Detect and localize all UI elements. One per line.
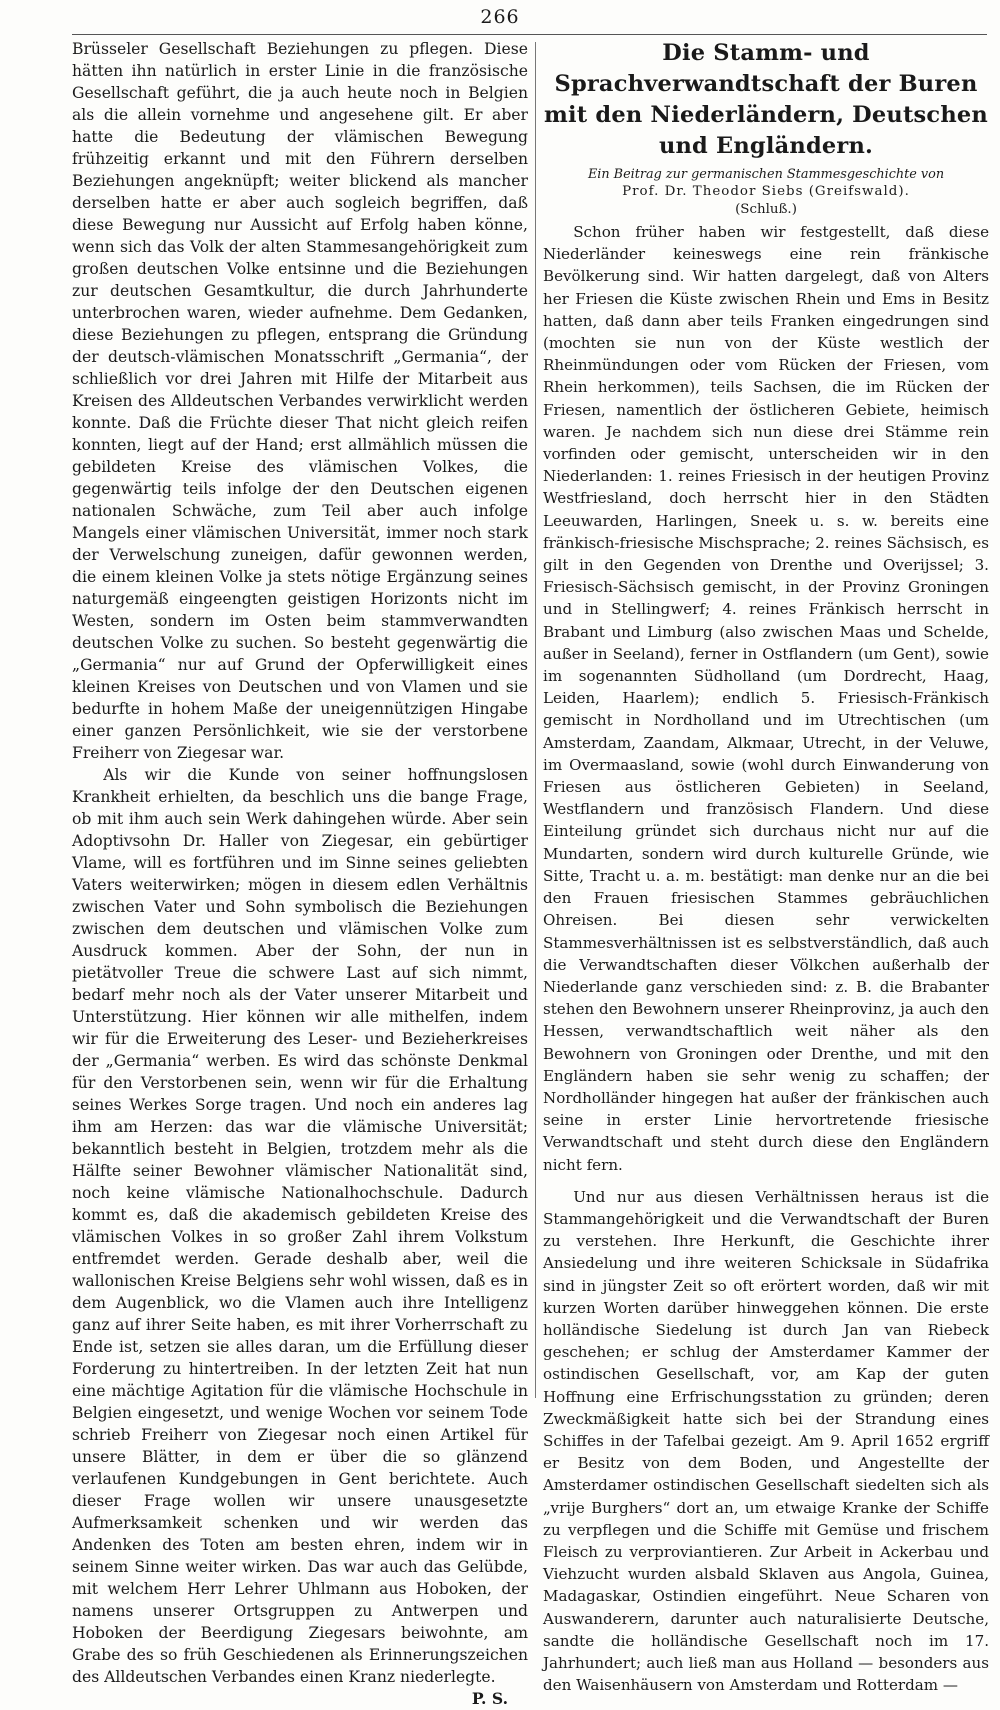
right-column [543, 38, 989, 1695]
signature: P. S. [471, 1689, 508, 1708]
right-paragraph-1: Schon früher haben wir festgestellt, daß diese Niederländer keineswegs eine rein fränkische Bevölkerung sind. Wir hatten dargelegt, daß von Alters her Friesen die Küste zwischen Rhein und Ems in Besitz hatten, daß dann aber teils Franken eingedrungen sind (mochten sie nun von der Küste westlich der Rheinmündungen oder vom Rücken der Friesen, vom Rhein herkommen), teils Sachsen, die im Rücken der Friesen, namentlich der östlicheren Gebiete, heimisch waren. Je nachdem sich nun diese drei Stämme rein vorfinden oder gemischt, unterscheiden wir in den Niederlanden: 1. reines Friesisch in der heutigen Provinz Westfriesland, doch herrscht hier in den Städten Leeuwarden, Harlingen, Sneek u. s. w. bereits eine fränkisch-friesische Mischsprache; 2. reines Sächsisch, es gilt in den Gegenden von Drenthe und Overijssel; 3. Friesisch-Sächsisch gemischt, in der Provinz Groningen und in Stellingwerf; 4. reines Fränkisch herrscht in Brabant und Limburg (also zwischen Maas und Schelde, außer in Seeland), ferner in Ostflandern (um Gent), sowie im sogenannten Südholland (um Dordrecht, Haag, Leiden, Haarlem); endlich 5. Friesisch-Fränkisch gemischt in Nordholland und im Utrechtischen (um Amsterdam, Zaandam, Alkmaar, Utrecht, in der Veluwe, im Overmaasland, sowie (wohl durch Einwanderung von Friesen aus östlicheren Gebieten) in Seeland, Westflandern und französisch Flandern. Und diese Einteilung gründet sich durchaus nicht nur auf die Mundarten, sondern wird durch kulturelle Gründe, wie Sitte, Tracht u. a. m. bestätigt: man denke nur an die bei den Frauen friesischen Stammes gebräuchlichen Ohreisen. Bei diesen sehr verwickelten Stammesverhältnissen ist es selbstverständlich, daß auch die Verwandtschaften dieser Völkchen außerhalb der Niederlande ganz verschieden sind: z. B. die Brabanter stehen den Bewohnern unserer Rheinprovinz, ja auch den Hessen, verwandtschaftlich weit näher als den Bewohnern von Groningen oder Drenthe, und mit den Engländern haben sie sehr wenig zu schaffen; der Nordholländer hingegen hat außer der fränkischen auch seine in erster Linie hervortretende friesische Verwandtschaft und steht durch diese den Engländern nicht fern. [543, 223, 989, 1174]
page-number: 266 [480, 6, 520, 28]
article-subtitle: Ein Beitrag zur germanischen Stammesgeschichte von [587, 167, 945, 182]
left-column [72, 38, 528, 1708]
article-continuation-note: (Schluß.) [735, 202, 797, 217]
column-divider [535, 42, 536, 1398]
article-title: Die Stamm- und Sprachverwandtschaft der Buren mit den Niederländern, Deutschen und Engländern. [544, 40, 988, 159]
signature-line [72, 1688, 528, 1710]
article-author: Prof. Dr. Theodor Siebs (Greifswald). [622, 184, 910, 199]
left-paragraph-2: Als wir die Kunde von seiner hoffnungslosen Krankheit erhielten, da beschlich uns die bange Frage, ob mit ihm auch sein Werk dahingehen würde. Aber sein Adoptivsohn Dr. Haller von Ziegesar, ein gebürtiger Vlame, will es fortführen und im Sinne seines geliebten Vaters weiterwirken; mögen in diesem edlen Verhältnis zwischen Vater und Sohn symbolisch die Beziehungen zwischen dem deutschen und vlämischen Volke zum Ausdruck kommen. Aber der Sohn, der nun in pietätvoller Treue die schwere Last auf sich nimmt, bedarf mehr noch als der Vater unserer Mitarbeit und Unterstützung. Hier können wir alle mithelfen, indem wir für die Erweiterung des Leser- und Bezieherkreises der „Germania“ werben. Es wird das schönste Denkmal für den Verstorbenen sein, wenn wir für die Erhaltung seines Werkes Sorge tragen. Und noch ein anderes lag ihm am Herzen: das war die vlämische Universität; bekanntlich besteht in Belgien, trotzdem mehr als die Hälfte seiner Bewohner vlämischer Nationalität sind, noch keine vlämische Nationalhochschule. Dadurch kommt es, daß die akademisch gebildeten Kreise des vlämischen Volkes in so großer Zahl ihrem Volkstum entfremdet werden. Gerade deshalb aber, weil die wallonischen Kreise Belgiens sehr wohl wissen, daß es in dem Augenblick, wo die Vlamen auch ihre Intelligenz ganz auf ihrer Seite haben, es mit ihrer Vorherrschaft zu Ende ist, setzen sie alles daran, um die Erfüllung dieser Forderung zu hintertreiben. In der letzten Zeit hat nun eine mächtige Agitation für die vlämische Hochschule in Belgien eingesetzt, und wenige Wochen vor seinem Tode schrieb Freiherr von Ziegesar noch einen Artikel für unsere Blätter, in dem er über die so glänzend verlaufenen Kundgebungen in Gent berichtete. Auch dieser Frage wollen wir unsere unausgesetzte Aufmerksamkeit schenken und wir werden das Andenken des Toten am besten ehren, indem wir in seinem Sinne weiter wirken. Das war auch das Gelübde, mit welchem Herr Lehrer Uhlmann aus Hoboken, der namens unserer Ortsgruppen zu Antwerpen und Hoboken der Beerdigung Ziegesars beiwohnte, am Grabe des so früh Geschiedenen als Erinnerungszeichen des Alldeutschen Verbandes einen Kranz niederlegte. [72, 766, 528, 1686]
paragraph-gap [543, 1176, 989, 1186]
left-paragraph-1: Brüsseler Gesellschaft Beziehungen zu pflegen. Diese hätten ihn natürlich in erster Linie in die französische Gesellschaft geführt, die ja auch heute noch in Belgien als die allein vornehme und angesehene gilt. Er aber hatte die Bedeutung der vlämischen Bewegung frühzeitig erkannt und mit den Führern derselben Beziehungen angeknüpft; weiter blickend als mancher derselben hatte er aber auch sogleich begriffen, daß diese Bewegung nur Aussicht auf Erfolg haben könne, wenn sich das Volk der alten Stammesangehörigkeit zum großen deutschen Volke entsinne und die Beziehungen zur deutschen Gesamtkultur, die durch Jahrhunderte unterbrochen waren, wieder aufnehme. Dem Gedanken, diese Beziehungen zu pflegen, entsprang die Gründung der deutsch-vlämischen Monatsschrift „Germania“, der schließlich vor drei Jahren mit Hilfe der Mitarbeit aus Kreisen des Alldeutschen Verbandes verwirklicht werden konnte. Daß die Früchte dieser That nicht gleich reifen konnten, liegt auf der Hand; erst allmählich müssen die gebildeten Kreise des vlämischen Volkes, die gegenwärtig teils infolge der den Deutschen eigenen nationalen Schwäche, zum Teil aber auch infolge Mangels einer vlämischen Universität, immer noch stark der Verwelschung zuneigen, dafür gewonnen werden, die einem kleinen Volke ja stets nötige Ergänzung seines naturgemäß eingeengten geistigen Horizonts nicht im Westen, sondern im Osten beim stammverwandten deutschen Volke zu suchen. So besteht gegenwärtig die „Germania“ nur auf Grund der Opferwilligkeit eines kleinen Kreises von Deutschen und von Vlamen und sie bedurfte in hohem Maße der uneigennützigen Hingabe einer ganzen Persönlichkeit, wie sie der verstorbene Freiherr von Ziegesar war. [72, 40, 528, 762]
right-paragraph-2: Und nur aus diesen Verhältnissen heraus ist die Stammangehörigkeit und die Verwandtschaft der Buren zu verstehen. Ihre Herkunft, die Geschichte ihrer Ansiedelung und ihre weiteren Schicksale in Südafrika sind in jüngster Zeit so oft erörtert worden, daß wir mit kurzen Worten darüber hinweggehen können. Die erste holländische Siedelung ist durch Jan van Riebeck geschehen; er schlug der Amsterdamer Kammer der ostindischen Gesellschaft, vor, am Kap der guten Hoffnung eine Erfrischungsstation zu gründen; deren Zweckmäßigkeit hatte sich bei der Strandung eines Schiffes in der Tafelbai gezeigt. Am 9. April 1652 ergriff er Besitz von dem Boden, und Angestellte der Amsterdamer ostindischen Gesellschaft siedelten sich als „vrije Burghers“ dort an, um etwaige Kranke der Schiffe zu verpflegen und die Schiffe mit Gemüse und frischem Fleisch zu verproviantieren. Zur Arbeit in Ackerbau und Viehzucht wurden alsbald Sklaven aus Angola, Guinea, Madagaskar, Ostindien eingeführt. Neue Scharen von Auswanderern, darunter auch naturalisierte Deutsche, sandte die holländische Gesellschaft noch im 17. Jahrhundert; auch ließ man aus Holland — besonders aus den Waisenhäusern von Amsterdam und Rotterdam — [543, 1187, 989, 1695]
header-rule [72, 34, 987, 35]
